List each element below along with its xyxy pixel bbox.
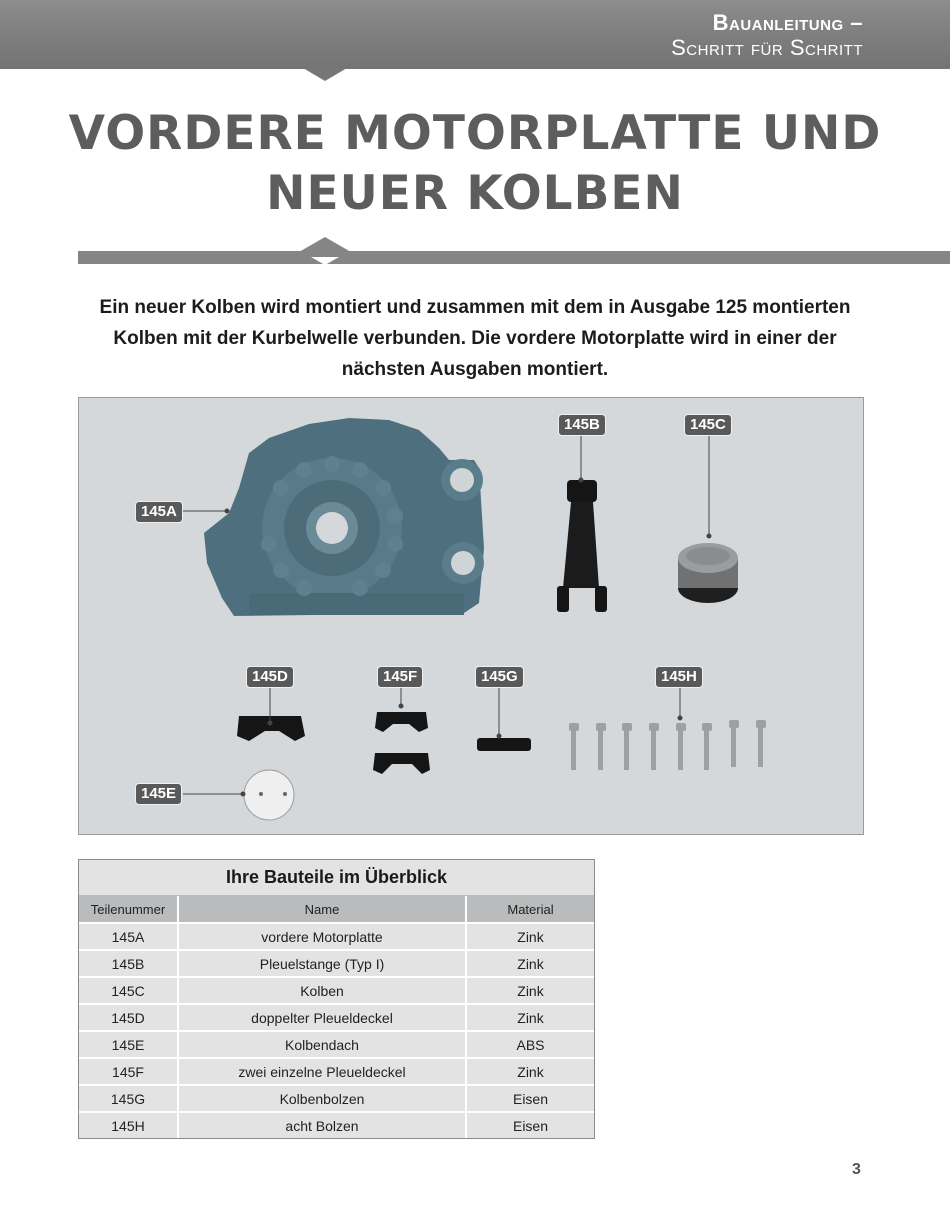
part-tag-145d: 145D — [246, 666, 294, 688]
part-number-cell: 145E — [79, 1031, 178, 1058]
part-tag-145b: 145B — [558, 414, 606, 436]
piston-illustration — [678, 543, 738, 603]
title-divider-peak — [299, 237, 351, 252]
table-row — [79, 923, 594, 950]
part-name-cell: Kolbendach — [178, 1031, 466, 1058]
part-number-cell: 145A — [79, 923, 178, 950]
part-name-cell: zwei einzelne Pleueldeckel — [178, 1058, 466, 1085]
page-title-line2: NEUER KOLBEN — [266, 166, 684, 221]
parts-table — [79, 896, 594, 1138]
intro-paragraph: Ein neuer Kolben wird montiert und zusammen mit dem in Ausgabe 125 montierten Kolben mit der Kurbelwelle verbunden. Die vordere Motorplatte wird in einer der nächsten Ausgaben montiert. — [99, 297, 851, 380]
table-row — [79, 1031, 594, 1058]
part-number-cell: 145H — [79, 1112, 178, 1138]
part-tag-145g: 145G — [475, 666, 524, 688]
part-tag-145c: 145C — [684, 414, 732, 436]
piston-pin-illustration — [477, 738, 531, 751]
part-tag-145e: 145E — [135, 783, 182, 805]
part-tag-145f: 145F — [377, 666, 423, 688]
single-caps-illustration — [373, 712, 430, 774]
column-header-name: Name — [178, 896, 466, 923]
part-tag-145h: 145H — [655, 666, 703, 688]
piston-crown-illustration — [244, 770, 294, 820]
title-divider-notch — [311, 257, 339, 265]
part-material-cell: ABS — [466, 1031, 594, 1058]
table-row — [79, 977, 594, 1004]
part-name-cell: Kolben — [178, 977, 466, 1004]
double-cap-illustration — [237, 716, 305, 741]
parts-table-title: Ihre Bauteile im Überblick — [79, 860, 594, 896]
part-number-cell: 145C — [79, 977, 178, 1004]
motor-plate-illustration — [204, 418, 484, 616]
table-row — [79, 1058, 594, 1085]
part-tag-145a: 145A — [135, 501, 183, 523]
table-row — [79, 1112, 594, 1138]
part-material-cell: Zink — [466, 1004, 594, 1031]
part-name-cell: acht Bolzen — [178, 1112, 466, 1138]
section-header — [671, 10, 863, 60]
page-title-line1: VORDERE MOTORPLATTE UND — [68, 106, 882, 161]
part-material-cell: Eisen — [466, 1112, 594, 1138]
header-notch — [303, 68, 347, 81]
part-number-cell: 145B — [79, 950, 178, 977]
table-row — [79, 1085, 594, 1112]
section-header-line2: Schritt für Schritt — [671, 35, 863, 60]
part-number-cell: 145G — [79, 1085, 178, 1112]
connecting-rod-illustration — [557, 480, 607, 612]
parts-overview-table — [78, 859, 595, 1139]
parts-illustration — [79, 398, 863, 834]
part-number-cell: 145D — [79, 1004, 178, 1031]
part-material-cell: Zink — [466, 1058, 594, 1085]
part-number-cell: 145F — [79, 1058, 178, 1085]
part-material-cell: Eisen — [466, 1085, 594, 1112]
part-name-cell: vordere Motorplatte — [178, 923, 466, 950]
page-title — [60, 104, 890, 224]
part-name-cell: Kolbenbolzen — [178, 1085, 466, 1112]
table-row — [79, 1004, 594, 1031]
table-header-row — [79, 896, 594, 923]
column-header-material: Material — [466, 896, 594, 923]
part-material-cell: Zink — [466, 950, 594, 977]
column-header-part-number: Teilenummer — [79, 896, 178, 923]
part-name-cell: doppelter Pleueldeckel — [178, 1004, 466, 1031]
part-material-cell: Zink — [466, 923, 594, 950]
part-material-cell: Zink — [466, 977, 594, 1004]
table-row — [79, 950, 594, 977]
page-number: 3 — [852, 1161, 861, 1178]
parts-photo — [78, 397, 864, 835]
title-divider — [78, 251, 950, 264]
section-header-line1: Bauanleitung – — [712, 10, 863, 35]
bolts-illustration — [569, 720, 766, 770]
part-name-cell: Pleuelstange (Typ I) — [178, 950, 466, 977]
